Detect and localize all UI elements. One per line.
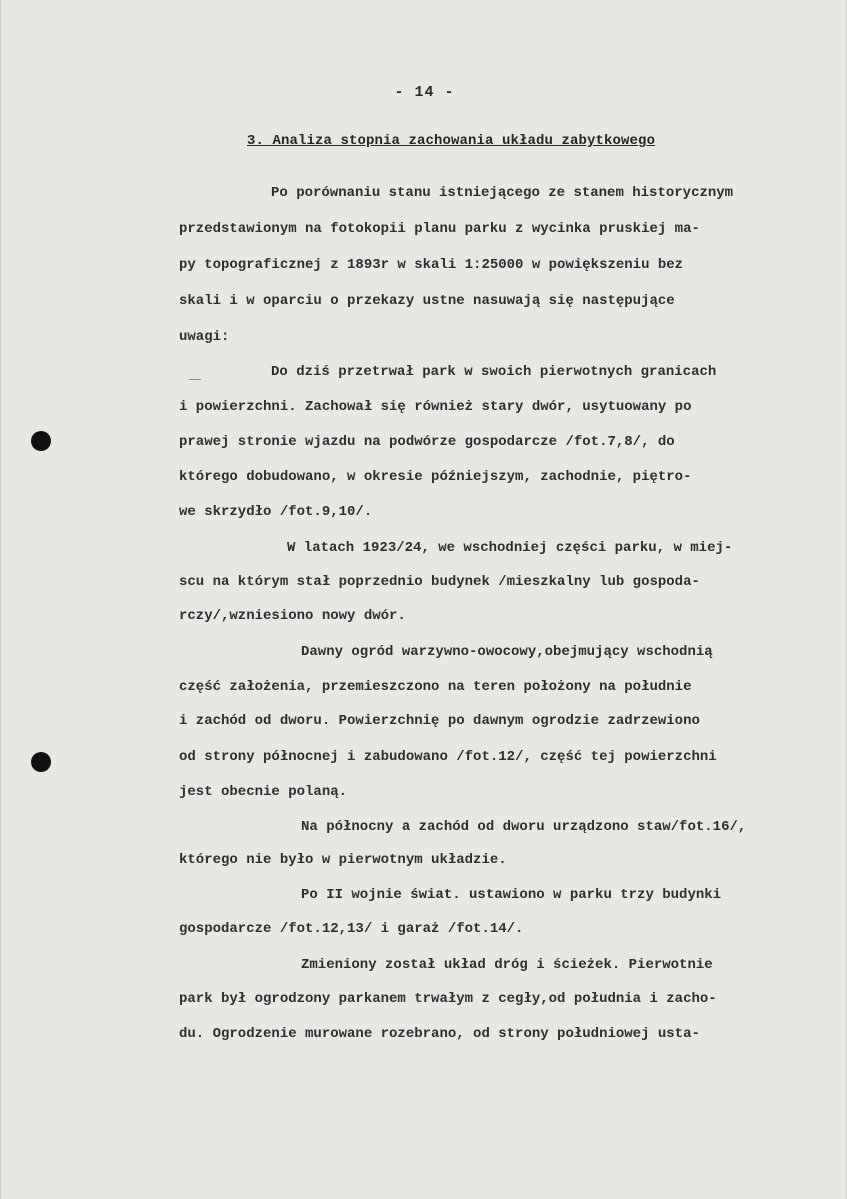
text-line: Dawny ogród warzywno-owocowy,obejmujący wschodnią bbox=[301, 644, 713, 660]
text-line: od strony północnej i zabudowano /fot.12/, część tej powierzchni bbox=[179, 749, 717, 765]
page-number: - 14 - bbox=[394, 84, 455, 101]
text-line: Do dziś przetrwał park w swoich pierwotnych granicach bbox=[271, 364, 717, 380]
text-line: prawej stronie wjazdu na podwórze gospodarcze /fot.7,8/, do bbox=[179, 434, 675, 450]
text-line: Po II wojnie świat. ustawiono w parku trzy budynki bbox=[301, 887, 722, 903]
text-line: i powierzchni. Zachował się również stary dwór, usytuowany po bbox=[179, 399, 692, 415]
text-line: scu na którym stał poprzednio budynek /mieszkalny lub gospoda- bbox=[179, 574, 700, 590]
binder-hole bbox=[31, 752, 51, 772]
text-line: przedstawionym na fotokopii planu parku z wycinka pruskiej ma- bbox=[179, 221, 700, 237]
text-line: i zachód od dworu. Powierzchnię po dawnym ogrodzie zadrzewiono bbox=[179, 713, 700, 729]
text-line: gospodarcze /fot.12,13/ i garaż /fot.14/. bbox=[179, 921, 524, 937]
section-title: 3. Analiza stopnia zachowania układu zabytkowego bbox=[247, 133, 656, 149]
margin-dash-mark bbox=[189, 379, 201, 380]
text-line: którego nie było w pierwotnym układzie. bbox=[179, 852, 507, 868]
text-line: jest obecnie polaną. bbox=[179, 784, 348, 800]
text-line: którego dobudowano, w okresie późniejszym, zachodnie, piętro- bbox=[179, 469, 692, 485]
binder-hole bbox=[31, 431, 51, 451]
text-line: we skrzydło /fot.9,10/. bbox=[179, 504, 373, 520]
text-line: py topograficznej z 1893r w skali 1:25000 w powiększeniu bez bbox=[179, 257, 684, 273]
text-line: Po porównaniu stanu istniejącego ze stanem historycznym bbox=[271, 185, 734, 201]
text-line: park był ogrodzony parkanem trwałym z cegły,od południa i zacho- bbox=[179, 991, 717, 1007]
text-line: Zmieniony został układ dróg i ścieżek. Pierwotnie bbox=[301, 957, 713, 973]
text-line: du. Ogrodzenie murowane rozebrano, od strony południowej usta- bbox=[179, 1026, 700, 1042]
text-line: skali i w oparciu o przekazy ustne nasuwają się następujące bbox=[179, 293, 675, 309]
text-line: uwagi: bbox=[179, 329, 230, 345]
text-line: W latach 1923/24, we wschodniej części parku, w miej- bbox=[287, 540, 733, 556]
text-line: część założenia, przemieszczono na teren położony na południe bbox=[179, 679, 692, 695]
text-line: Na północny a zachód od dworu urządzono staw/fot.16/, bbox=[301, 819, 747, 835]
text-line: rczy/,wzniesiono nowy dwór. bbox=[179, 608, 406, 624]
